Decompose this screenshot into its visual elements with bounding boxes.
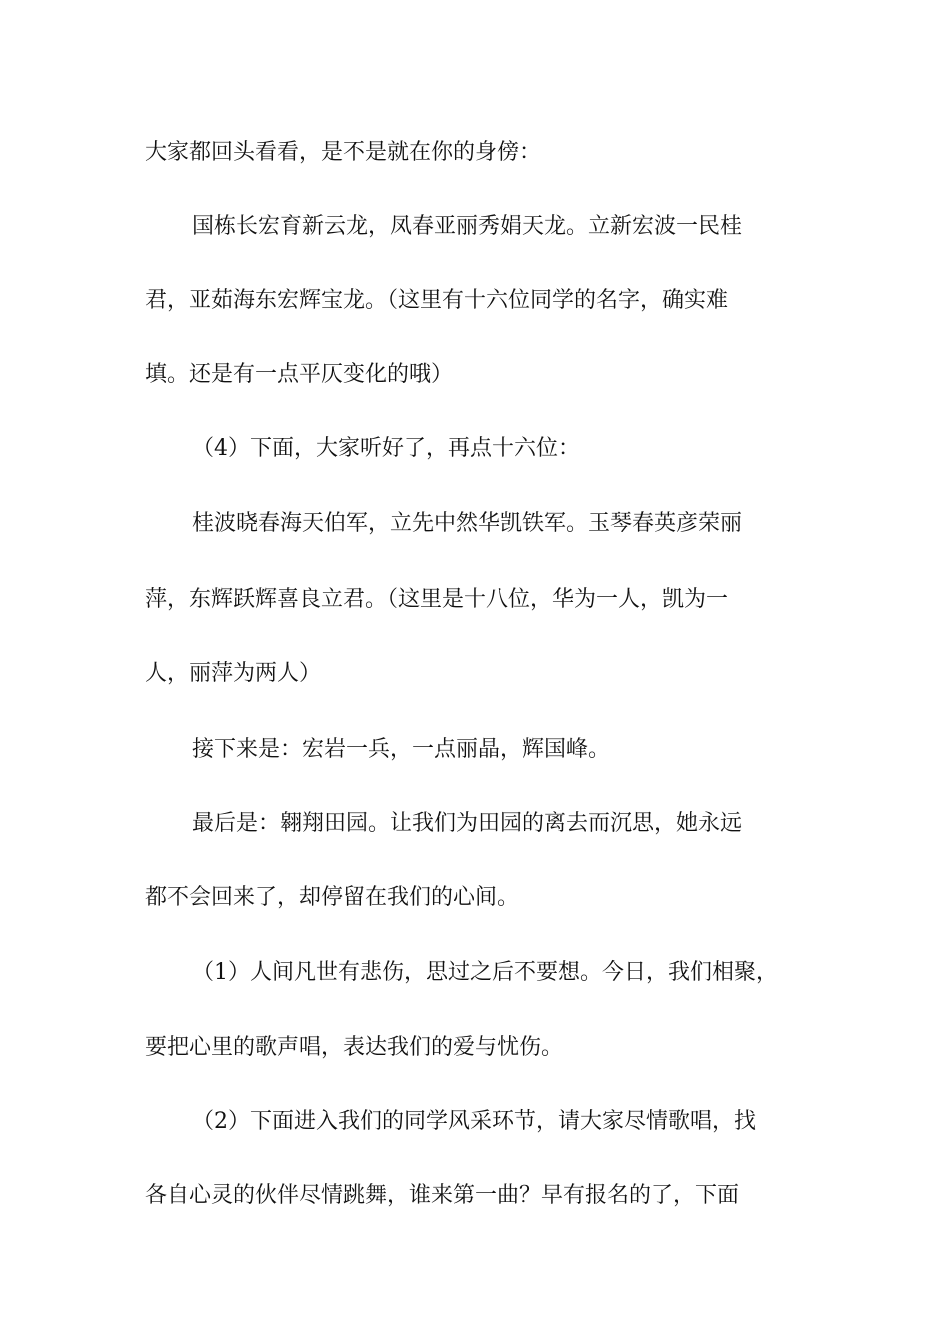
text-line: 桂波晓春海天伯军，立先中然华凯铁军。玉琴春英彦荣丽 xyxy=(192,511,743,536)
text-line: 人，丽萍为两人） xyxy=(145,661,322,686)
text-line: 要把心里的歌声唱，表达我们的爱与忧伤。 xyxy=(145,1035,564,1060)
text-line: 君，亚茹海东宏辉宝龙。（这里有十六位同学的名字，确实难 xyxy=(145,288,729,313)
text-line: 填。还是有一点平仄变化的哦） xyxy=(145,362,454,387)
text-line: （4）下面，大家听好了，再点十六位： xyxy=(192,436,580,461)
text-line: 各自心灵的伙伴尽情跳舞，谁来第一曲？早有报名的了，下面 xyxy=(145,1183,740,1208)
text-line: 最后是：翱翔田园。让我们为田园的离去而沉思，她永远 xyxy=(192,811,743,836)
text-line: （1）人间凡世有悲伤，思过之后不要想。今日，我们相聚， xyxy=(192,960,778,985)
text-line: （2）下面进入我们的同学风采环节，请大家尽情歌唱，找 xyxy=(192,1109,756,1134)
text-line: 都不会回来了，却停留在我们的心间。 xyxy=(145,885,520,910)
text-line: 大家都回头看看，是不是就在你的身傍： xyxy=(145,140,542,165)
text-line: 接下来是：宏岩一兵，一点丽晶，辉国峰。 xyxy=(192,737,611,762)
text-line: 萍，东辉跃辉喜良立君。（这里是十八位，华为一人，凯为一 xyxy=(145,587,729,612)
text-line: 国栋长宏育新云龙，凤春亚丽秀娟天龙。立新宏波一民桂 xyxy=(192,214,743,239)
